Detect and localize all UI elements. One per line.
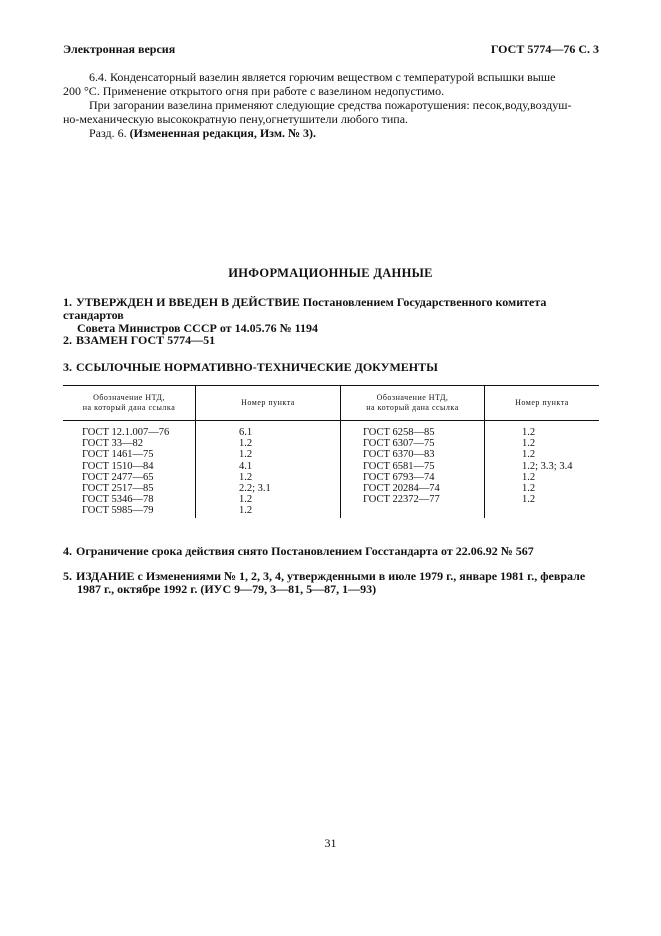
right-items-cell	[485, 421, 600, 518]
item-text: Совета Министров СССР от 14.05.76 № 1194	[77, 321, 318, 335]
item-ref: 1.2	[239, 449, 253, 461]
item-ref: 1.2	[239, 505, 253, 517]
paragraph-line: 200 °С. Применение открытого огня при работе с вазелином недопустимо.	[63, 84, 445, 98]
info-item-1	[63, 296, 603, 335]
paragraph-line: 6.4. Конденсаторный вазелин является горючим веществом с температурой вспышки выше	[89, 70, 556, 84]
item-text: УТВЕРЖДЕН И ВВЕДЕН В ДЕЙСТВИЕ Постановлением Государственного комитета стандартов	[63, 295, 547, 322]
item-ref: 1.2	[522, 483, 536, 495]
item-ref: 1.2	[239, 494, 253, 506]
item-ref: 6.1	[239, 427, 253, 438]
col-header-item: Номер пункта	[485, 386, 600, 421]
doc-ref: ГОСТ 12.1.007—76	[82, 427, 170, 438]
item-number: 5.	[63, 569, 72, 583]
item-ref: 1.2	[239, 438, 253, 450]
info-item-5	[63, 570, 603, 596]
item-ref: 1.2	[522, 427, 536, 438]
doc-ref: ГОСТ 5985—79	[82, 505, 154, 517]
info-item-3	[63, 361, 603, 374]
item-ref: 1.2	[239, 471, 253, 483]
item-number: 1.	[63, 295, 72, 309]
info-item-2	[63, 334, 603, 347]
item-ref: 2.2; 3.1	[239, 483, 271, 495]
doc-ref: ГОСТ 1461—75	[82, 449, 154, 461]
item-text: ССЫЛОЧНЫЕ НОРМАТИВНО-ТЕХНИЧЕСКИЕ ДОКУМЕНТЫ	[76, 360, 438, 374]
doc-ref: ГОСТ 2517—85	[82, 483, 154, 495]
col-header-item: Номер пункта	[196, 386, 341, 421]
item-ref: 1.2	[522, 438, 536, 450]
running-header-left: Электронная версия	[63, 42, 176, 56]
reference-table	[63, 385, 599, 518]
page-number: 31	[324, 836, 337, 850]
edition-note: (Измененная редакция, Изм. № 3).	[129, 126, 317, 140]
left-items-cell	[196, 421, 341, 518]
paragraph-line	[63, 126, 600, 140]
doc-ref: ГОСТ 6258—85	[363, 427, 435, 438]
item-number: 2.	[63, 333, 72, 347]
doc-ref: ГОСТ 33—82	[82, 438, 144, 450]
doc-ref: ГОСТ 20284—74	[363, 483, 440, 495]
item-ref: 1.2	[522, 494, 536, 506]
doc-ref: ГОСТ 6370—83	[363, 449, 435, 461]
item-text: ВЗАМЕН ГОСТ 5774—51	[76, 333, 216, 347]
doc-ref: ГОСТ 6581—75	[363, 460, 435, 472]
item-ref: 4.1	[239, 460, 253, 472]
col-header-doc: Обозначение НТД, на который дана ссылка	[63, 386, 196, 421]
info-title: ИНФОРМАЦИОННЫЕ ДАННЫЕ	[228, 266, 433, 280]
item-ref: 1.2; 3.3; 3.4	[522, 460, 573, 472]
item-ref: 1.2	[522, 471, 536, 483]
doc-ref: ГОСТ 5346—78	[82, 494, 154, 506]
paragraph-line: При загорании вазелина применяют следующие средства пожаротушения: песок,воду,воздуш-	[89, 98, 572, 112]
right-docs-cell	[341, 421, 485, 518]
item-number: 3.	[63, 360, 72, 374]
left-docs-cell	[63, 421, 196, 518]
item-text: Ограничение срока действия снято Постановлением Госстандарта от 22.06.92 № 567	[76, 544, 534, 558]
item-number: 4.	[63, 544, 72, 558]
info-item-4	[63, 545, 603, 558]
paragraph-6-4	[63, 70, 600, 140]
doc-ref: ГОСТ 6793—74	[363, 471, 435, 483]
col-header-doc: Обозначение НТД, на который дана ссылка	[341, 386, 485, 421]
item-ref: 1.2	[522, 449, 536, 461]
doc-ref: ГОСТ 1510—84	[82, 460, 154, 472]
paragraph-line: но-механическую высокократную пену,огнетушители любого типа.	[63, 112, 409, 126]
running-header-right: ГОСТ 5774—76 С. 3	[490, 42, 599, 56]
doc-ref: ГОСТ 22372—77	[363, 494, 440, 506]
doc-ref: ГОСТ 6307—75	[363, 438, 435, 450]
item-text: ИЗДАНИЕ с Изменениями № 1, 2, 3, 4, утвержденными в июле 1979 г., январе 1981 г., феврале	[76, 569, 586, 583]
item-text: 1987 г., октябре 1992 г. (ИУС 9—79, 3—81, 5—87, 1—93)	[77, 582, 377, 596]
section-ref: Разд. 6.	[89, 126, 127, 140]
doc-ref: ГОСТ 2477—65	[82, 471, 154, 483]
